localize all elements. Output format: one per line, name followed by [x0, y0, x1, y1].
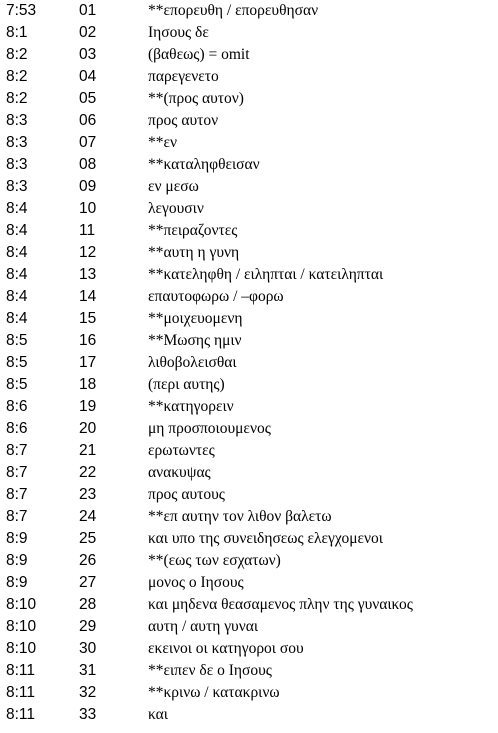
verse-reference: 8:10 [6, 618, 37, 635]
greek-text: παρεγενετο [148, 68, 219, 85]
variant-number: 20 [79, 420, 97, 437]
verse-reference: 8:7 [6, 508, 28, 525]
list-item [0, 309, 498, 331]
list-item [0, 133, 498, 155]
greek-text: και υπο της συνειδησεως ελεγχομενοι [148, 530, 383, 547]
variant-number: 10 [79, 200, 97, 217]
variant-number: 04 [79, 68, 97, 85]
variant-number: 15 [79, 310, 97, 327]
verse-reference: 8:5 [6, 354, 28, 371]
list-item [0, 67, 498, 89]
list-item [0, 221, 498, 243]
variant-number: 14 [79, 288, 97, 305]
variant-number: 24 [79, 508, 97, 525]
list-item [0, 89, 498, 111]
greek-text: **κατηγορειν [148, 398, 234, 415]
variant-number: 21 [79, 442, 97, 459]
verse-reference: 8:7 [6, 442, 28, 459]
greek-text: λεγουσιν [148, 200, 204, 217]
greek-text: **πειραζοντες [148, 222, 238, 239]
list-item [0, 705, 498, 727]
variant-number: 22 [79, 464, 97, 481]
list-item [0, 375, 498, 397]
greek-text: **κρινω / κατακρινω [148, 684, 280, 701]
list-item [0, 441, 498, 463]
greek-text: λιθοβολεισθαι [148, 354, 237, 371]
greek-text: **εν [148, 134, 178, 151]
list-item [0, 331, 498, 353]
list-item [0, 1, 498, 23]
variant-number: 26 [79, 552, 97, 569]
verse-reference: 8:7 [6, 486, 28, 503]
list-item [0, 617, 498, 639]
greek-text: προς αυτους [148, 486, 225, 503]
verse-reference: 8:3 [6, 112, 28, 129]
verse-reference: 8:2 [6, 46, 28, 63]
verse-reference: 8:3 [6, 178, 28, 195]
variant-number: 05 [79, 90, 97, 107]
variant-number: 31 [79, 662, 97, 679]
greek-text: **ειπεν δε ο Ιησους [148, 662, 272, 679]
list-item [0, 243, 498, 265]
list-item [0, 155, 498, 177]
greek-text: ερωτωντες [148, 442, 215, 459]
verse-reference: 8:11 [6, 662, 36, 679]
list-item [0, 177, 498, 199]
list-item [0, 551, 498, 573]
verse-reference: 8:9 [6, 574, 28, 591]
verse-reference: 8:6 [6, 420, 28, 437]
list-item [0, 463, 498, 485]
variant-number: 13 [79, 266, 97, 283]
variant-number: 01 [79, 2, 97, 19]
variant-number: 29 [79, 618, 97, 635]
verse-reference: 8:9 [6, 552, 28, 569]
greek-text: αυτη / αυτη γυναι [148, 618, 259, 635]
list-item [0, 683, 498, 705]
greek-text: (βαθεως) = omit [148, 46, 250, 63]
list-item [0, 485, 498, 507]
variant-number: 03 [79, 46, 97, 63]
verse-reference: 8:11 [6, 684, 36, 701]
list-item [0, 573, 498, 595]
list-item [0, 507, 498, 529]
greek-text: και μηδενα θεασαμενος πλην της γυναικος [148, 596, 413, 613]
verse-reference: 8:9 [6, 530, 28, 547]
verse-reference: 8:4 [6, 222, 28, 239]
greek-text: **καταληφθεισαν [148, 156, 260, 173]
verse-reference: 8:10 [6, 640, 37, 657]
variant-number: 25 [79, 530, 97, 547]
verse-reference: 8:4 [6, 310, 28, 327]
greek-text: **κατεληφθη / ειληπται / κατειληπται [148, 266, 384, 283]
verse-reference: 8:6 [6, 398, 28, 415]
variant-number: 18 [79, 376, 97, 393]
greek-text: **(εως των εσχατων) [148, 552, 281, 569]
greek-text: **(προς αυτον) [148, 90, 244, 107]
list-item [0, 661, 498, 683]
greek-text: **μοιχευομενη [148, 310, 243, 327]
list-item [0, 111, 498, 133]
variant-number: 23 [79, 486, 97, 503]
list-item [0, 353, 498, 375]
greek-text: μη προσποιουμενος [148, 420, 271, 437]
variant-number: 32 [79, 684, 97, 701]
variant-number: 08 [79, 156, 97, 173]
variant-number: 16 [79, 332, 97, 349]
list-item [0, 639, 498, 661]
variant-number: 11 [79, 222, 96, 239]
greek-text: εν μεσω [148, 178, 199, 195]
verse-reference: 8:4 [6, 288, 28, 305]
greek-text: και [148, 706, 168, 723]
variant-number: 17 [79, 354, 97, 371]
verse-reference: 8:5 [6, 376, 28, 393]
verse-reference: 8:1 [6, 24, 28, 41]
verse-reference: 8:7 [6, 464, 28, 481]
verse-reference: 8:4 [6, 266, 28, 283]
list-item [0, 397, 498, 419]
greek-text: προς αυτον [148, 112, 219, 129]
verse-reference: 8:3 [6, 156, 28, 173]
greek-text: **επ αυτην τον λιθον βαλετω [148, 508, 332, 525]
variant-number: 19 [79, 398, 97, 415]
greek-text: ανακυψας [148, 464, 211, 481]
verse-reference: 8:2 [6, 90, 28, 107]
greek-text: **επορευθη / επορευθησαν [148, 2, 319, 19]
variant-number: 07 [79, 134, 97, 151]
list-item [0, 265, 498, 287]
variant-number: 30 [79, 640, 97, 657]
greek-text: μονος ο Ιησους [148, 574, 244, 591]
verse-reference: 8:5 [6, 332, 28, 349]
verse-reference: 8:3 [6, 134, 28, 151]
variant-number: 09 [79, 178, 97, 195]
verse-reference: 8:2 [6, 68, 28, 85]
greek-text: επαυτοφωρω / –φορω [148, 288, 284, 305]
verse-reference: 8:10 [6, 596, 37, 613]
greek-text: Ιησους δε [148, 24, 209, 41]
variant-number: 28 [79, 596, 97, 613]
variant-number: 33 [79, 706, 97, 723]
verse-reference: 8:11 [6, 706, 36, 723]
list-item [0, 23, 498, 45]
verse-reference: 8:4 [6, 244, 28, 261]
list-item [0, 45, 498, 67]
list-item [0, 199, 498, 221]
greek-text: (περι αυτης) [148, 376, 225, 393]
greek-text: εκεινοι οι κατηγοροι σου [148, 640, 304, 657]
list-item [0, 595, 498, 617]
variant-number: 02 [79, 24, 97, 41]
greek-text: **Μωσης ημιν [148, 332, 242, 349]
verse-reference: 8:4 [6, 200, 28, 217]
verse-reference: 7:53 [6, 2, 37, 19]
greek-text: **αυτη η γυνη [148, 244, 240, 261]
variant-number: 27 [79, 574, 97, 591]
variant-number: 06 [79, 112, 97, 129]
variant-number: 12 [79, 244, 97, 261]
list-item [0, 287, 498, 309]
list-item [0, 529, 498, 551]
list-item [0, 419, 498, 441]
